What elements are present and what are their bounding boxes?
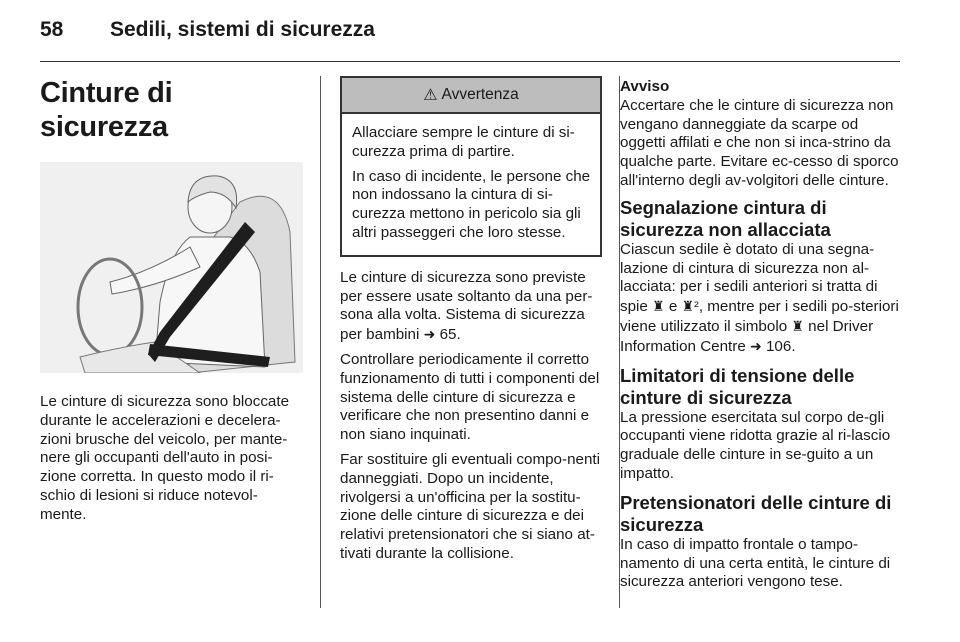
paragraph-text: Ciascun sedile è dotato di una segna-lazione di cintura di sicurezza non al-lacciata: per i sedili anteriori si tratta di spie [620, 240, 878, 316]
column-2 [340, 76, 602, 570]
paragraph [620, 241, 902, 357]
subheading: Limitatori di tensione delle cinture di sicurezza [620, 364, 855, 408]
intro-text: Le cinture di sicurezza sono bloccate durante le accelerazioni e decelera-zioni brusche del veicolo, per mante-nere gli occupanti dell'auto in posi-zione corretta. In questo modo il ri-schio di lesioni si riduce notevol-mente. [40, 393, 290, 523]
warning-text: In caso di incidente, le persone che non indossano la cintura di si-curezza mettono in pericolo sia gli altri passeggeri che loro stesse. [352, 167, 591, 241]
paragraph: Far sostituire gli eventuali compo-nenti danneggiati. Dopo un incidente, rivolgersi a un'officina per la sostitu-zione delle cinture di sicurezza e dei relativi pretensionatori che si siano at-tivati durante la collisione. [340, 450, 600, 562]
subsection-text [620, 409, 902, 484]
page-header [40, 18, 900, 56]
warning-text: Allacciare sempre le cinture di si-curezza prima di partire. [352, 124, 575, 160]
page-number: 58 [40, 18, 64, 41]
seatbelt-symbol-icon: ♜ [791, 317, 804, 334]
warning-body [342, 114, 600, 255]
page-ref-arrow-icon: ➜ [423, 326, 436, 343]
intro-paragraph [40, 393, 303, 525]
page-ref[interactable]: 65. [439, 326, 461, 344]
seatbelt-illustration [40, 162, 303, 373]
running-head: Sedili, sistemi di sicurezza [110, 18, 375, 41]
page-ref[interactable]: 106. [765, 337, 796, 355]
paragraph-text: Le cinture di sicurezza sono previste per essere usate soltanto da una per-sona alla volta. Sistema di sicurezza per bambini [340, 268, 593, 344]
page-ref-arrow-icon: ➜ [750, 337, 762, 354]
seatbelt-warning-2-icon: ♜² [681, 298, 699, 315]
warning-triangle-icon: ⚠ [423, 87, 438, 104]
paragraph: Controllare periodicamente il corretto funzionamento di tutti i componenti del sistema delle cinture di sicurezza e verificare che non presentino danni e non siano inquinati. [340, 350, 600, 444]
notice-title: Avviso [620, 78, 670, 95]
paragraph-text: nel Driver Information Centre [620, 317, 874, 355]
warning-header [342, 78, 600, 114]
column-divider [320, 76, 321, 608]
column-2-text [340, 269, 602, 564]
paragraph [340, 269, 602, 345]
column-3 [620, 76, 902, 598]
paragraph-text: , mentre per i sedili po-steriori viene utilizzato il simbolo [620, 298, 899, 335]
subheading: Pretensionatori delle cinture di sicurezza [620, 491, 892, 535]
seatbelt-warning-icon: ♜ [652, 298, 665, 315]
paragraph: La pressione esercitata sul corpo de-gli occupanti viene ridotta grazie al ri-lascio graduale delle cinture in se-guito a un impatto. [620, 408, 891, 482]
paragraph-text: e [668, 298, 678, 316]
notice-text: Accertare che le cinture di sicurezza non vengano danneggiate da scarpe od oggetti affilati e che non si inca-strino da qualche parte. Evitare ec-cesso di sporco all'interno degli av-volgitori delle cinture. [620, 96, 899, 189]
section-title: Cinture di sicurezza [40, 77, 173, 143]
warning-box [340, 76, 602, 257]
subsection-text [620, 241, 902, 357]
notice-block [620, 78, 902, 191]
subsection-text [620, 536, 902, 592]
seatbelt-drawing [40, 162, 303, 373]
paragraph: In caso di impatto frontale o tampo-namento di una certa entità, le cinture di sicurezza anteriori vengono tese. [620, 535, 891, 591]
header-rule [40, 61, 900, 62]
warning-title: Avvertenza [441, 86, 519, 103]
column-1 [40, 76, 303, 531]
subheading: Segnalazione cintura di sicurezza non allacciata [620, 196, 831, 240]
